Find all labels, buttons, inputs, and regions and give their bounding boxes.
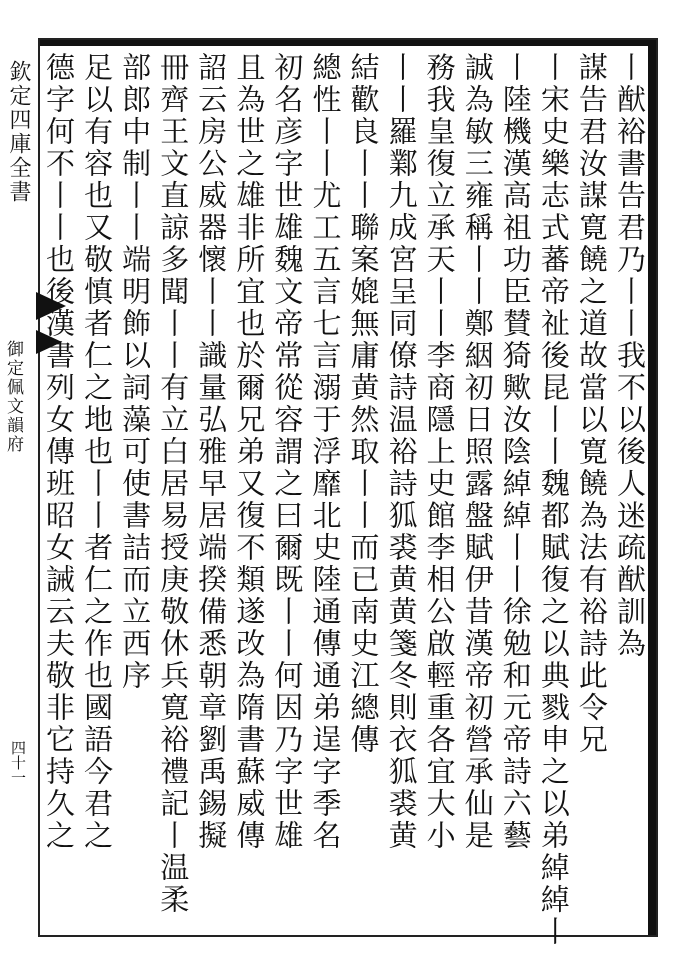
text-column: 務我皇復立承天丨丨李商隱上史館李相公啟輕重各宜大小 <box>422 52 457 852</box>
text-column: 且為世之雄非所宜也於爾兄弟又復不類遂改為隋書蘇威傳 <box>232 52 267 852</box>
text-body <box>42 52 647 948</box>
page-number: 四十一 <box>9 740 27 785</box>
text-column: 部郎中制丨丨端明飾以詞藻可使書詰而立西序 <box>118 52 153 692</box>
text-column: 冊齊王文直諒多聞丨丨有立白居易授庚敬休兵寛裕禮記丨温柔 <box>156 52 191 916</box>
margin-rule <box>38 38 40 933</box>
text-column: 丨陸機漢高祖功臣賛猗歟汝陰綽綽丨丨徐勉和元帝詩六藝 <box>498 52 533 852</box>
page-margin <box>0 0 36 973</box>
text-column: 丨宋史樂志式蕃帝祉後昆丨丨魏都賦復之以典戮申之以弟綽綽丨 <box>536 52 571 948</box>
text-column: 丨丨羅鄴九成宮呈同僚詩温裕詩狐裘黄黄箋冬則衣狐裘黄 <box>384 52 419 852</box>
volume-title: 御定佩文韻府 <box>3 340 23 454</box>
book-title: 欽定四庫全書 <box>6 60 31 204</box>
text-column: 總性丨丨尤工五言七言溺于浮靡北史陸通傳通弟逞字季名 <box>308 52 343 852</box>
text-column: 丨猷裕書告君乃丨丨我不以後人迷疏猷訓為 <box>612 52 647 660</box>
text-column: 德字何不丨丨也後漢書列女傳班昭女誡云夫敬非它持久之 <box>42 52 76 852</box>
text-column: 足以有容也又敬慎者仁之地也丨丨者仁之作也國語今君之 <box>80 52 115 852</box>
text-column: 詔云房公威器懷丨丨識量弘雅早居端揆備悉朝章劉禹錫擬 <box>194 52 229 852</box>
text-column: 結歡良丨丨聯案媲無庸黄然取丨丨而已南史江總傳 <box>346 52 381 756</box>
text-column: 誠為敏三雍稱丨丨鄭絪初日照露盤賦伊昔漢帝初營承仙是 <box>460 52 495 852</box>
text-column: 初名彦字世雄魏文帝常從容謂之曰爾既丨丨何因乃字世雄 <box>270 52 305 852</box>
text-column: 謀告君汝謀寛饒之道故當以寛饒為法有裕詩此令兄 <box>574 52 609 756</box>
